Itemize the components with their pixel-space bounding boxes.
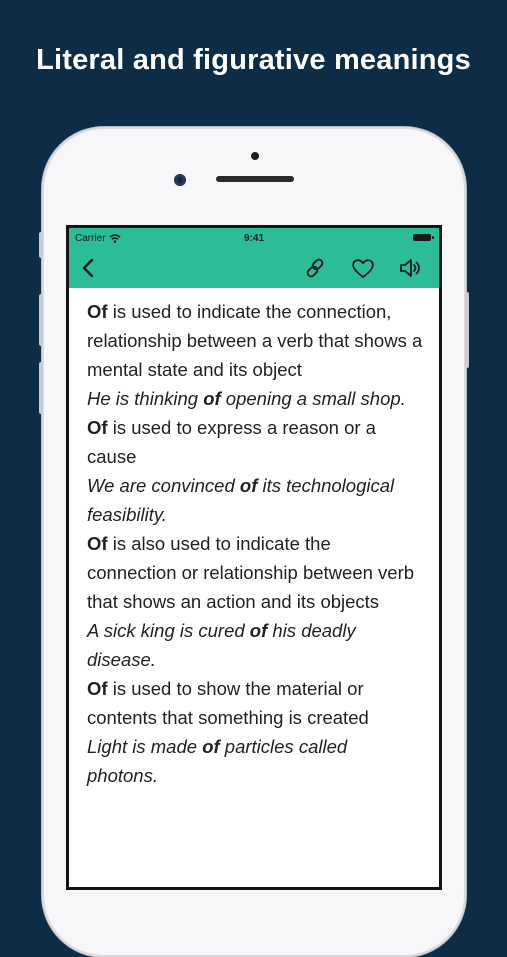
example-keyword: of — [202, 736, 220, 757]
link-icon — [301, 254, 329, 282]
heart-icon — [349, 254, 377, 282]
page-headline: Literal and figurative meanings — [36, 44, 471, 76]
example-sentence: He is thinking of opening a small shop. — [87, 388, 406, 409]
toolbar — [69, 250, 439, 288]
definition-content — [69, 288, 439, 790]
favorite-button[interactable] — [349, 254, 377, 282]
example-keyword: of — [249, 620, 268, 641]
example-keyword: of — [239, 475, 258, 496]
example-sentence: A sick king is cured of his deadly disease. — [87, 620, 356, 670]
definition-keyword: Of — [87, 417, 108, 438]
volume-down-button — [39, 362, 43, 414]
definition-text: Of is used to express a reason or a cause — [87, 417, 376, 467]
mute-switch — [39, 232, 43, 258]
earpiece-speaker — [216, 176, 294, 182]
power-button — [465, 292, 469, 368]
sound-button[interactable] — [397, 254, 425, 282]
definition-text: Of is used to show the material or contents that something is created — [87, 678, 369, 728]
speaker-icon — [397, 254, 425, 282]
carrier-label: Carrier — [75, 233, 121, 244]
app-screen — [66, 225, 442, 890]
front-sensor — [251, 152, 259, 160]
example-sentence: Light is made of particles called photons. — [87, 736, 348, 786]
definition-text: Of is also used to indicate the connection or relationship between verb that shows an action and its objects — [87, 533, 415, 612]
volume-up-button — [39, 294, 43, 346]
front-camera — [174, 174, 186, 186]
definition-keyword: Of — [87, 301, 108, 322]
status-time: 9:41 — [243, 233, 264, 244]
example-sentence: We are convinced of its technological feasibility. — [87, 475, 395, 525]
definition-keyword: Of — [87, 533, 108, 554]
example-keyword: of — [203, 388, 221, 409]
definition-keyword: Of — [87, 678, 108, 699]
app-header — [69, 228, 439, 288]
battery-icon — [413, 234, 431, 241]
back-button[interactable] — [75, 254, 103, 282]
link-button[interactable] — [301, 254, 329, 282]
chevron-left-icon — [75, 254, 103, 282]
status-bar — [69, 228, 439, 250]
definition-text: Of is used to indicate the connection, relationship between a verb that shows a mental state and its object — [87, 301, 423, 380]
